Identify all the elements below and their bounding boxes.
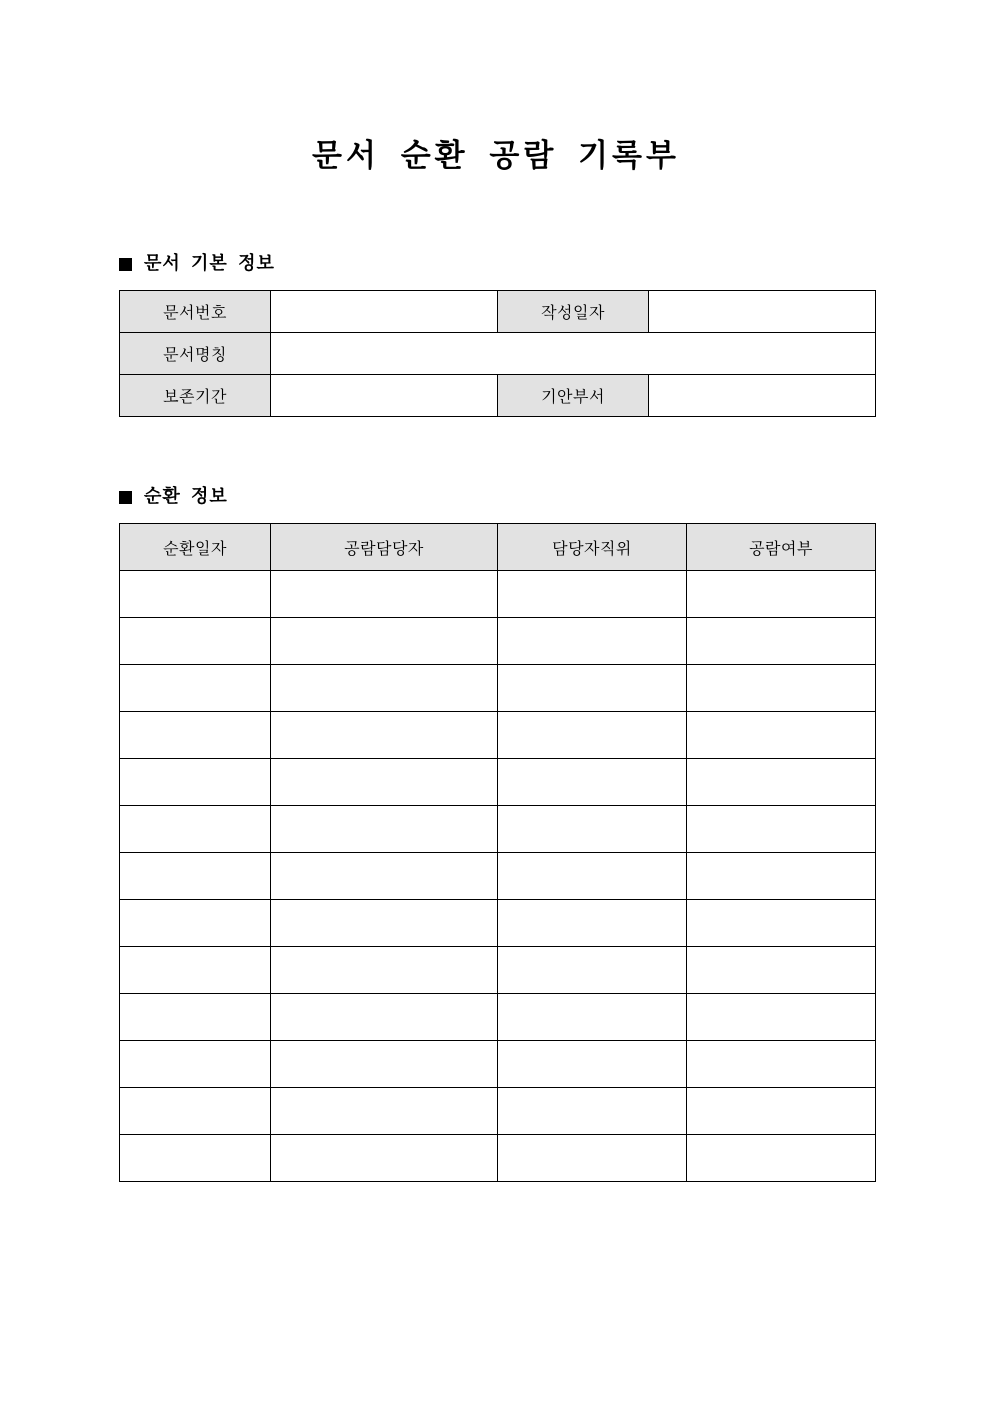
viewer-cell[interactable]: [271, 1088, 498, 1135]
created-date-field[interactable]: [649, 291, 876, 333]
circulation-date-cell[interactable]: [120, 947, 271, 994]
viewer-cell[interactable]: [271, 806, 498, 853]
viewer-cell[interactable]: [271, 947, 498, 994]
square-bullet-icon: [119, 258, 132, 271]
retention-period-label: 보존기간: [120, 375, 271, 417]
viewed-status-cell[interactable]: [687, 853, 876, 900]
section-heading-circulation: [119, 485, 228, 509]
viewed-status-cell[interactable]: [687, 994, 876, 1041]
table-row: [120, 759, 876, 806]
table-row: [120, 375, 876, 417]
viewed-status-cell[interactable]: [687, 900, 876, 947]
circulation-date-cell[interactable]: [120, 806, 271, 853]
circulation-date-cell[interactable]: [120, 1135, 271, 1182]
section-heading-label: 순환 정보: [144, 486, 228, 507]
viewed-status-cell[interactable]: [687, 618, 876, 665]
table-row: [120, 571, 876, 618]
table-row: [120, 333, 876, 375]
drafting-dept-label: 기안부서: [498, 375, 649, 417]
viewer-position-cell[interactable]: [498, 571, 687, 618]
viewed-status-cell[interactable]: [687, 947, 876, 994]
viewer-position-cell[interactable]: [498, 947, 687, 994]
viewer-position-cell[interactable]: [498, 1135, 687, 1182]
created-date-label: 작성일자: [498, 291, 649, 333]
viewer-cell[interactable]: [271, 994, 498, 1041]
circulation-date-cell[interactable]: [120, 1088, 271, 1135]
section-heading-basic-info: [119, 252, 275, 276]
column-header-circulation-date: 순환일자: [120, 524, 271, 571]
table-header-row: [120, 524, 876, 571]
viewer-cell[interactable]: [271, 900, 498, 947]
drafting-dept-field[interactable]: [649, 375, 876, 417]
viewer-position-cell[interactable]: [498, 759, 687, 806]
table-row: [120, 1135, 876, 1182]
viewed-status-cell[interactable]: [687, 1088, 876, 1135]
viewed-status-cell[interactable]: [687, 571, 876, 618]
viewer-cell[interactable]: [271, 618, 498, 665]
table-row: [120, 665, 876, 712]
table-row: [120, 994, 876, 1041]
viewer-cell[interactable]: [271, 712, 498, 759]
column-header-viewer: 공람담당자: [271, 524, 498, 571]
column-header-viewer-position: 담당자직위: [498, 524, 687, 571]
viewer-cell[interactable]: [271, 853, 498, 900]
circulation-date-cell[interactable]: [120, 853, 271, 900]
viewed-status-cell[interactable]: [687, 806, 876, 853]
table-row: [120, 712, 876, 759]
viewed-status-cell[interactable]: [687, 759, 876, 806]
viewer-cell[interactable]: [271, 1135, 498, 1182]
circulation-table: [119, 523, 876, 1182]
viewer-position-cell[interactable]: [498, 994, 687, 1041]
viewer-cell[interactable]: [271, 571, 498, 618]
viewer-position-cell[interactable]: [498, 853, 687, 900]
doc-number-label: 문서번호: [120, 291, 271, 333]
doc-name-field[interactable]: [271, 333, 876, 375]
table-row: [120, 1088, 876, 1135]
viewed-status-cell[interactable]: [687, 1041, 876, 1088]
table-row: [120, 806, 876, 853]
viewer-position-cell[interactable]: [498, 1088, 687, 1135]
viewed-status-cell[interactable]: [687, 1135, 876, 1182]
viewer-position-cell[interactable]: [498, 712, 687, 759]
table-row: [120, 947, 876, 994]
viewer-position-cell[interactable]: [498, 618, 687, 665]
viewed-status-cell[interactable]: [687, 712, 876, 759]
table-row: [120, 900, 876, 947]
table-row: [120, 1041, 876, 1088]
doc-number-field[interactable]: [271, 291, 498, 333]
viewer-cell[interactable]: [271, 759, 498, 806]
viewer-position-cell[interactable]: [498, 900, 687, 947]
square-bullet-icon: [119, 491, 132, 504]
table-row: [120, 853, 876, 900]
table-row: [120, 618, 876, 665]
section-heading-label: 문서 기본 정보: [144, 253, 275, 274]
document-title: 문서 순환 공람 기록부: [312, 138, 680, 174]
doc-name-label: 문서명칭: [120, 333, 271, 375]
retention-period-field[interactable]: [271, 375, 498, 417]
viewer-cell[interactable]: [271, 665, 498, 712]
viewed-status-cell[interactable]: [687, 665, 876, 712]
viewer-cell[interactable]: [271, 1041, 498, 1088]
viewer-position-cell[interactable]: [498, 806, 687, 853]
column-header-viewed-status: 공람여부: [687, 524, 876, 571]
viewer-position-cell[interactable]: [498, 665, 687, 712]
circulation-date-cell[interactable]: [120, 571, 271, 618]
basic-info-table: [119, 290, 876, 417]
circulation-date-cell[interactable]: [120, 900, 271, 947]
viewer-position-cell[interactable]: [498, 1041, 687, 1088]
circulation-date-cell[interactable]: [120, 618, 271, 665]
circulation-date-cell[interactable]: [120, 759, 271, 806]
table-row: [120, 291, 876, 333]
circulation-date-cell[interactable]: [120, 712, 271, 759]
circulation-date-cell[interactable]: [120, 1041, 271, 1088]
circulation-date-cell[interactable]: [120, 994, 271, 1041]
circulation-date-cell[interactable]: [120, 665, 271, 712]
